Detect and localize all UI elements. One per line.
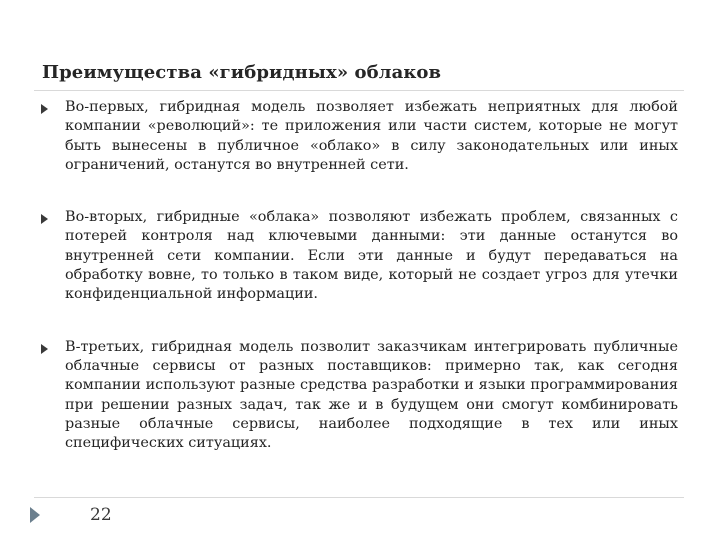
- bullet-text: Во-первых, гибридная модель позволяет избежать неприятных для любой компании «революций»: те приложения или части систем, которые не могут быть вынесены в публичное «облако» в силу законодательных или иных ограничений, останутся во внутренней сети.: [65, 99, 678, 173]
- footer-divider: [34, 497, 684, 498]
- bullet-item: [38, 208, 678, 304]
- slide-title: Преимущества «гибридных» облаков: [42, 62, 442, 83]
- bullet-list: [38, 98, 678, 453]
- bullet-text: В-третьих, гибридная модель позволит заказчикам интегрировать публичные облачные сервисы от разных поставщиков: примерно так, как сегодня компании используют разные средства разработки и языки программирования при решении разных задач, так же и в будущем они смогут комбинировать разные облачные сервисы, наиболее подходящие в тех или иных специфических ситуациях.: [65, 338, 678, 452]
- triangle-bullet-icon: [41, 104, 48, 114]
- bullet-text: Во-вторых, гибридные «облака» позволяют избежать проблем, связанных с потерей контроля над ключевыми данными: эти данные останутся во внутренней сети компании. Если эти данные и будут передаваться на обработку вовне, то только в таком виде, который не создает угроз для утечки конфиденциальной информации.: [65, 209, 678, 303]
- bullet-item: [38, 98, 678, 175]
- title-divider: [34, 90, 684, 91]
- triangle-bullet-icon: [41, 344, 48, 354]
- triangle-bullet-icon: [41, 214, 48, 224]
- triangle-arrow-icon: [30, 507, 40, 523]
- bullet-item: [38, 338, 678, 454]
- page-number: 22: [90, 505, 112, 525]
